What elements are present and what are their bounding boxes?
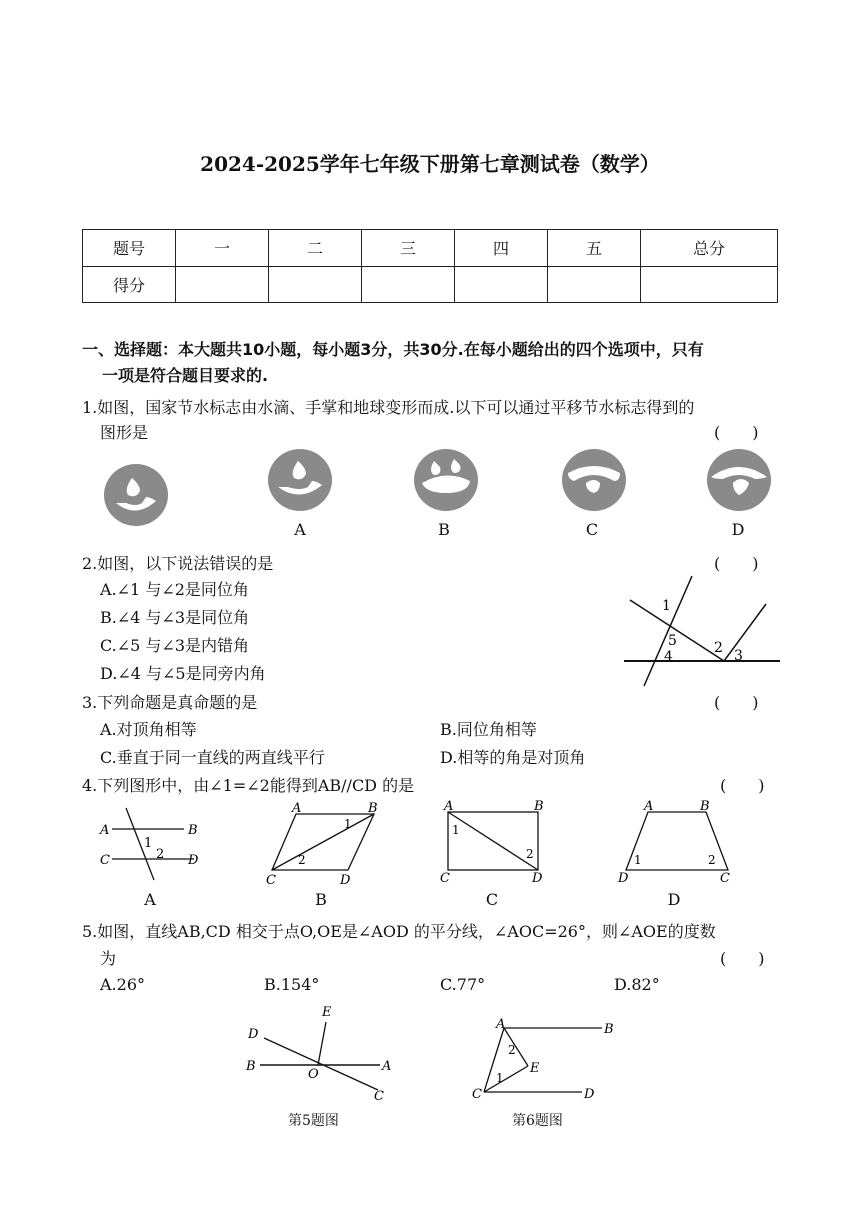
angle-label: 3 xyxy=(734,648,743,664)
option-d[interactable]: D.相等的角是对顶角 xyxy=(440,748,586,767)
angle-label: 2 xyxy=(526,847,534,861)
angle-label: 2 xyxy=(156,847,165,862)
point-label: D xyxy=(340,873,351,886)
option-b-logo-icon[interactable] xyxy=(412,447,480,513)
score-input-cell[interactable] xyxy=(548,266,641,303)
option-a[interactable]: A.26° xyxy=(100,975,145,994)
question-2-figure xyxy=(620,572,784,690)
section-heading-line: 一、选择题：本大题共10小题，每小题3分，共30分.在每小题给出的四个选项中，只有 xyxy=(82,340,704,359)
option-label: C xyxy=(485,890,499,909)
option-a-logo-icon[interactable] xyxy=(266,447,334,513)
question-4-figure-b[interactable] xyxy=(260,800,386,886)
point-label: B xyxy=(534,799,544,814)
option-b[interactable]: B.∠4 与∠3是同位角 xyxy=(100,608,250,627)
option-b[interactable]: B.同位角相等 xyxy=(440,720,537,739)
point-label: D xyxy=(532,871,543,886)
question-4-stem: 4.下列图形中，由∠1=∠2能得到AB//CD 的是 xyxy=(82,776,415,795)
point-label: B xyxy=(604,1022,614,1037)
score-cell: 一 xyxy=(176,230,269,267)
option-a[interactable]: A.对顶角相等 xyxy=(100,720,197,739)
point-label: A xyxy=(444,799,454,814)
point-label: A xyxy=(382,1059,392,1074)
angle-label: 2 xyxy=(508,1043,516,1057)
question-4-figure-d[interactable] xyxy=(612,798,736,886)
point-label: A xyxy=(496,1018,506,1032)
point-label: D xyxy=(188,853,199,868)
angle-label: 4 xyxy=(664,649,673,665)
score-input-cell[interactable] xyxy=(641,266,778,303)
option-d[interactable]: D.∠4 与∠5是同旁内角 xyxy=(100,664,266,683)
point-label: C xyxy=(440,871,450,886)
figure-5 xyxy=(240,1000,400,1108)
point-label: A xyxy=(292,801,302,816)
score-cell: 二 xyxy=(269,230,362,267)
answer-bracket[interactable]: ( ) xyxy=(714,423,759,442)
question-1-stem-cont: 图形是 xyxy=(100,423,149,442)
score-table xyxy=(82,229,778,303)
point-label: B xyxy=(246,1059,256,1074)
score-cell: 总分 xyxy=(641,230,778,267)
score-table-header-row xyxy=(83,230,778,267)
figure-6-caption: 第6题图 xyxy=(512,1113,563,1129)
option-label: A xyxy=(294,520,306,539)
option-c-logo-icon[interactable] xyxy=(560,447,628,513)
point-label: D xyxy=(618,871,629,886)
angle-label: 1 xyxy=(144,836,153,851)
option-c[interactable]: C.垂直于同一直线的两直线平行 xyxy=(100,748,325,767)
option-d-logo-icon[interactable] xyxy=(705,447,773,513)
point-label: O xyxy=(308,1067,319,1082)
angle-label: 5 xyxy=(668,633,677,649)
angle-label: 1 xyxy=(634,853,642,867)
angle-label: 1 xyxy=(662,598,671,614)
point-label: D xyxy=(584,1087,595,1102)
option-label: B xyxy=(315,890,327,909)
answer-bracket[interactable]: ( ) xyxy=(714,554,759,573)
score-cell: 得分 xyxy=(83,266,176,303)
angle-label: 1 xyxy=(452,823,460,837)
answer-bracket[interactable]: ( ) xyxy=(720,776,765,795)
score-input-cell[interactable] xyxy=(362,266,455,303)
score-table-score-row xyxy=(83,266,778,303)
option-b[interactable]: B.154° xyxy=(264,975,320,994)
point-label: B xyxy=(368,801,378,816)
option-label: C xyxy=(585,520,599,539)
question-5-stem-cont: 为 xyxy=(100,949,117,968)
question-4-figure-c[interactable] xyxy=(438,798,554,886)
option-a[interactable]: A.∠1 与∠2是同位角 xyxy=(100,580,249,599)
point-label: C xyxy=(266,873,276,886)
score-cell: 五 xyxy=(548,230,641,267)
answer-bracket[interactable]: ( ) xyxy=(720,949,765,968)
angle-label: 2 xyxy=(298,853,306,867)
point-label: C xyxy=(472,1087,482,1102)
option-label: D xyxy=(667,890,681,909)
section-heading xyxy=(82,337,782,389)
point-label: A xyxy=(100,823,110,838)
section-heading-line: 一项是符合题目要求的. xyxy=(102,366,269,385)
question-2-stem: 2.如图，以下说法错误的是 xyxy=(82,554,274,573)
question-3-stem: 3.下列命题是真命题的是 xyxy=(82,693,258,712)
angle-label: 1 xyxy=(344,817,352,831)
page-title: 2024-2025学年七年级下册第七章测试卷（数学） xyxy=(200,152,660,176)
point-label: A xyxy=(644,799,654,814)
point-label: D xyxy=(248,1027,259,1042)
score-cell: 四 xyxy=(455,230,548,267)
option-label: B xyxy=(438,520,450,539)
score-cell: 三 xyxy=(362,230,455,267)
question-4-figure-a[interactable] xyxy=(96,804,206,884)
point-label: C xyxy=(100,853,110,868)
point-label: C xyxy=(374,1089,384,1104)
answer-bracket[interactable]: ( ) xyxy=(714,693,759,712)
point-label: B xyxy=(700,799,710,814)
water-saving-logo-icon xyxy=(102,463,172,527)
point-label: E xyxy=(530,1061,540,1076)
question-5-stem: 5.如图，直线AB,CD 相交于点O,OE是∠AOD 的平分线，∠AOC=26°，则∠AOE的度数 xyxy=(82,922,716,941)
angle-label: 2 xyxy=(708,853,716,867)
option-c[interactable]: C.77° xyxy=(440,975,486,994)
option-d[interactable]: D.82° xyxy=(614,975,660,994)
option-label: A xyxy=(144,890,156,909)
score-input-cell[interactable] xyxy=(455,266,548,303)
score-cell: 题号 xyxy=(83,230,176,267)
figure-6 xyxy=(466,1018,622,1104)
point-label: B xyxy=(188,823,198,838)
point-label: C xyxy=(720,871,730,886)
point-label: E xyxy=(322,1005,332,1020)
option-label: D xyxy=(731,520,745,539)
question-1-stem: 1.如图，国家节水标志由水滴、手掌和地球变形而成.以下可以通过平移节水标志得到的 xyxy=(82,398,695,417)
angle-label: 2 xyxy=(714,640,723,656)
option-c[interactable]: C.∠5 与∠3是内错角 xyxy=(100,636,250,655)
figure-5-caption: 第5题图 xyxy=(288,1113,339,1129)
score-input-cell[interactable] xyxy=(176,266,269,303)
angle-label: 1 xyxy=(496,1071,504,1085)
score-input-cell[interactable] xyxy=(269,266,362,303)
